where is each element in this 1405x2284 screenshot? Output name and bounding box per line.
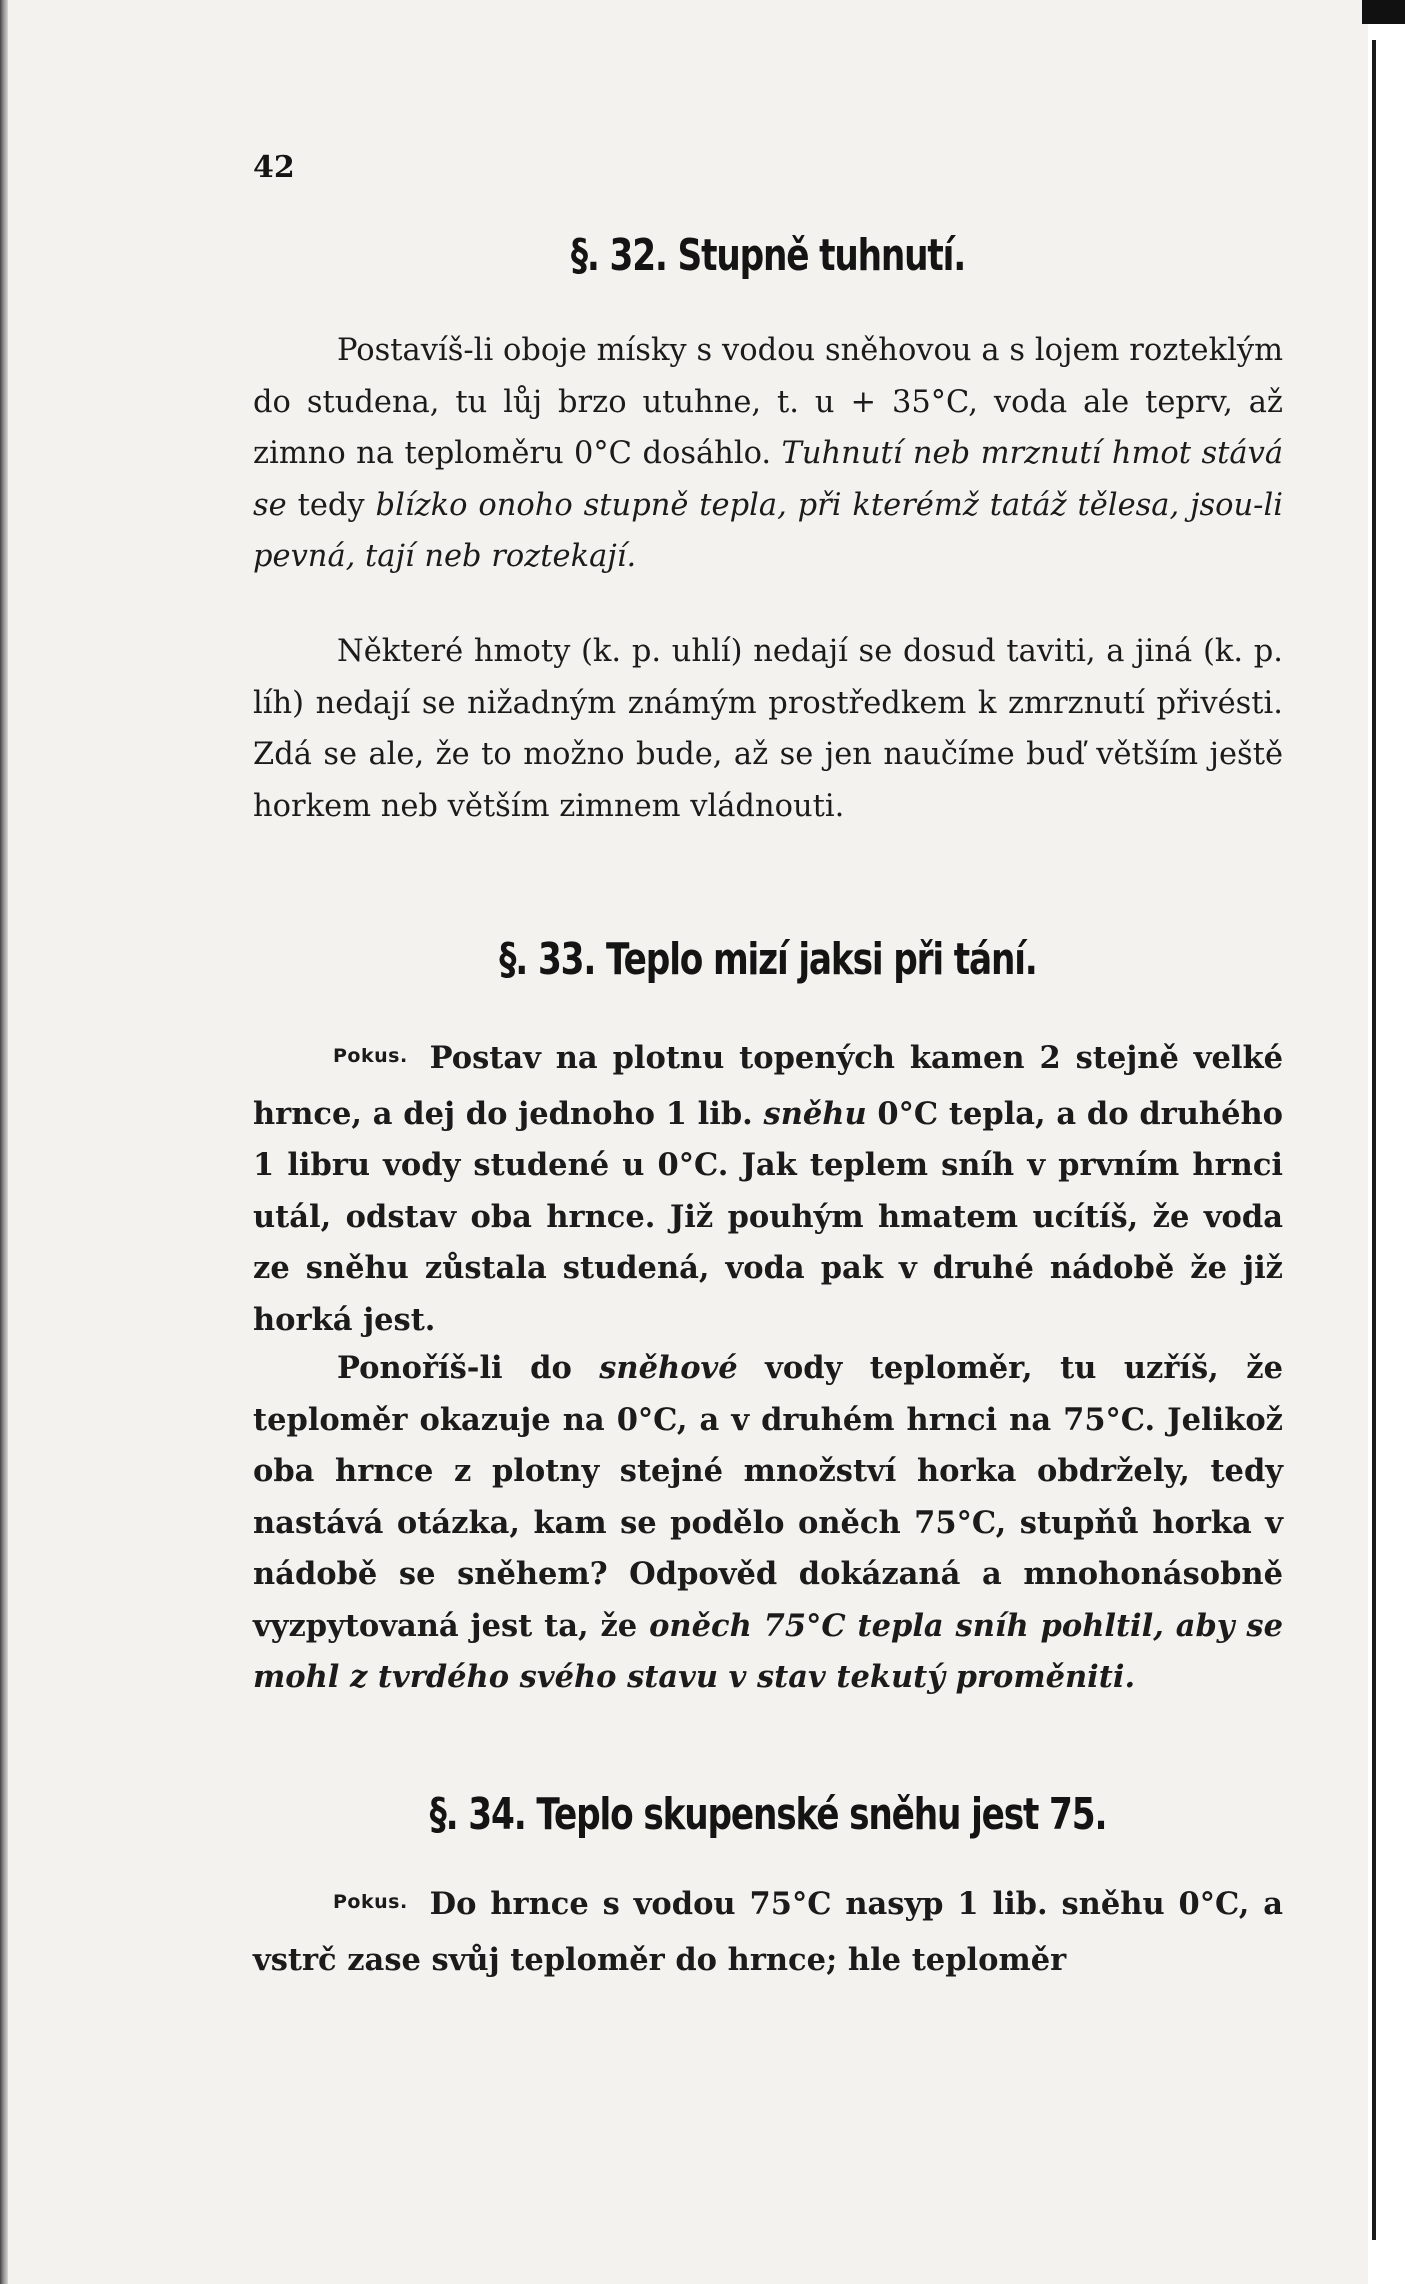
section-33-heading: §. 33. Teplo mizí jaksi při tání. <box>499 934 1037 985</box>
paragraph-italic-text: sněhu <box>763 1095 867 1132</box>
section-32-paragraph-1 <box>253 325 1283 583</box>
paragraph-text: Některé hmoty (k. p. uhlí) nedají se dosud taviti, a jiná (k. p. líh) nedají se nižadným známým prostředkem k zmrznutí přivésti. Zdá se ale, že to možno bude, až se jen naučíme buď větším ještě horkem neb větším zimnem vládnouti. <box>253 634 1283 824</box>
paragraph-italic-text: oněch 75°C tepla sníh pohltil, aby se mohl z tvrdého svého stavu v stav tekutý proměniti. <box>253 1607 1283 1695</box>
section-33-paragraph-2 <box>253 1343 1283 1704</box>
experiment-label: Pokus. <box>333 1045 408 1067</box>
paragraph-italic-text: blízko onoho stupně tepla, při kterémž tatáž tělesa, jsou-li pevná, tají neb roztekají. <box>253 487 1284 574</box>
paragraph-text: 0°C tepla, a do druhého 1 libru vody studené u 0°C. Jak teplem sníh v prvním hrnci utál, odstav oba hrnce. Již pouhým hmatem ucítíš, že voda ze sněhu zůstala studená, voda pak v druhé nádobě že již horká jest. <box>253 1095 1283 1338</box>
paragraph-text: tedy <box>286 487 376 523</box>
paragraph-text: Postav na plotnu topených kamen 2 stejně velké hrnce, a dej do jednoho 1 lib. <box>253 1040 1283 1132</box>
page-number: 42 <box>253 150 295 185</box>
section-32-paragraph-2 <box>253 626 1283 832</box>
section-34-heading: §. 34. Teplo skupenské sněhu jest 75. <box>429 1789 1107 1840</box>
section-34-paragraph-1 <box>253 1879 1283 1986</box>
section-32-heading: §. 32. Stupně tuhnutí. <box>570 230 966 281</box>
paragraph-italic-text: sněhové <box>599 1350 738 1386</box>
section-33-paragraph-1 <box>253 1033 1283 1346</box>
paragraph-text: Postavíš-li oboje mísky s vodou sněhovou a s lojem roztekl‎ým do studena, tu lůj brzo utuhne, t. u + 35°C, voda ale teprv, až zimno na teploměru 0°C dosáhlo. <box>253 333 1283 471</box>
page-corner-shadow <box>1362 0 1405 24</box>
experiment-label: Pokus. <box>333 1891 408 1913</box>
page-fold-line <box>1372 40 1376 2240</box>
paragraph-text: vody teploměr, tu uzříš, že teploměr okazuje na 0°C, a v druhém hrnci na 75°C. Jelikož oba hrnce z plotny stejné množství horka obdržely, tedy nastává otázka, kam se podělo oněch 75°C, stupňů horka v nádobě se sněhem? Odpověd dokázaná a mnohonásobně vyzpytovaná jest ta, že <box>253 1350 1283 1644</box>
paragraph-text: Do hrnce s vodou 75°C nasyp 1 lib. sněhu 0°C, a vstrč zase svůj teploměr do hrnce; hle teploměr <box>253 1886 1283 1978</box>
paragraph-text: Ponoříš-li do <box>337 1350 600 1386</box>
paragraph-italic-text: Tuhnutí neb mrznutí hmot stává se <box>253 436 1283 523</box>
page-left-edge <box>0 0 8 2284</box>
